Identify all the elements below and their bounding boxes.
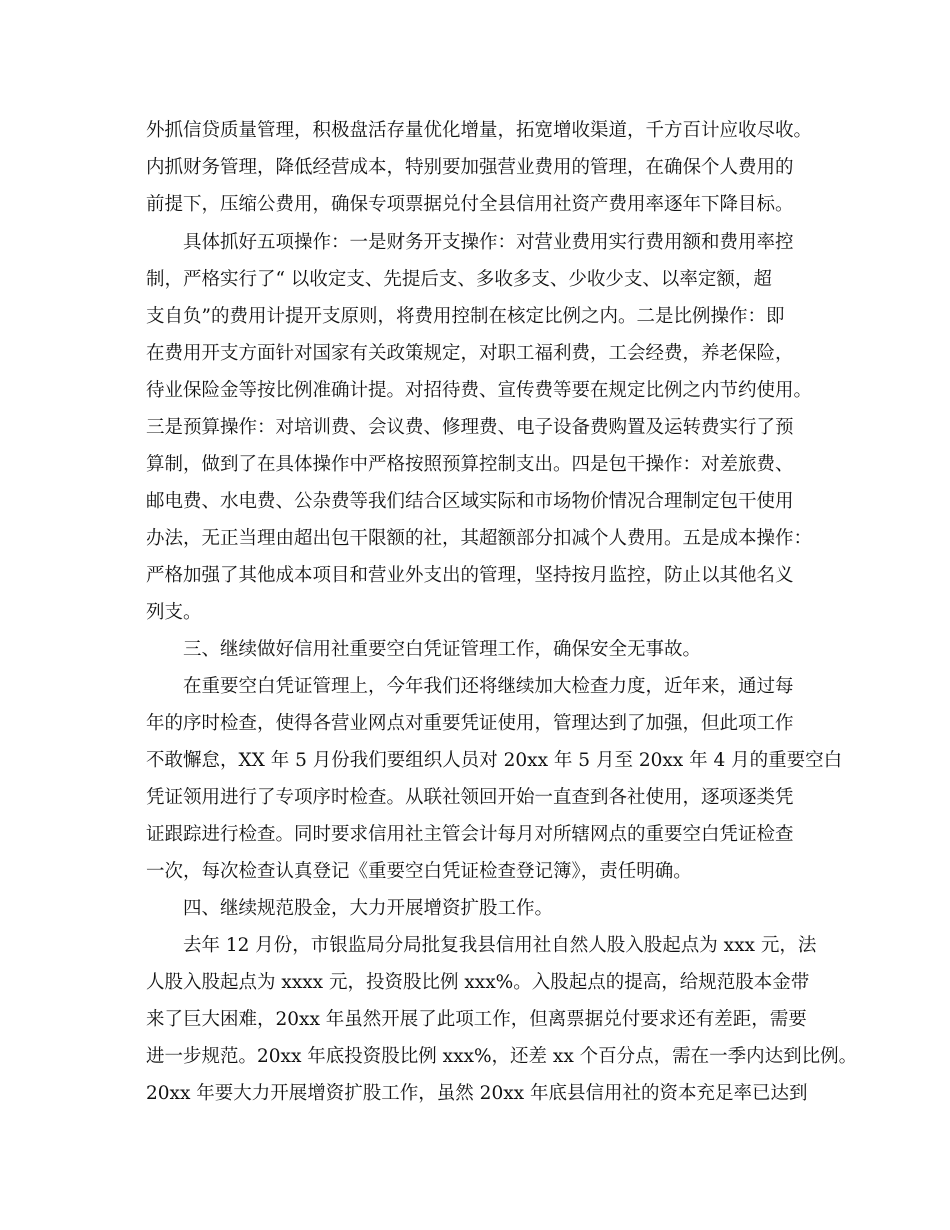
text-line: 在费用开支方面针对国家有关政策规定，对职工福利费，工会经费，养老保险， (146, 343, 794, 364)
text-line: 算制，做到了在具体操作中严格按照预算控制支出。四是包干操作：对差旅费、 (146, 454, 794, 475)
text-line: 待业保险金等按比例准确计提。对招待费、宣传费等要在规定比例之内节约使用。 (146, 380, 813, 401)
text-line: 支自负”的费用计提开支原则，将费用控制在核定比例之内。二是比例操作：即 (146, 306, 785, 327)
text-line: 制，严格实行了“ 以收定支、先提后支、多收多支、少收少支、以率定额，超 (146, 269, 772, 290)
text-line: 前提下，压缩公费用，确保专项票据兑付全县信用社资产费用率逐年下降目标。 (146, 194, 794, 215)
text-line: 一次，每次检查认真登记《重要空白凭证检查登记簿》，责任明确。 (146, 861, 692, 882)
text-line: 外抓信贷质量管理，积极盘活存量优化增量，拓宽增收渠道，千方百计应收尽收。 (146, 120, 813, 141)
text-line: 具体抓好五项操作：一是财务开支操作：对营业费用实行费用额和费用率控 (183, 232, 794, 253)
text-line: 来了巨大困难，20xx 年虽然开展了此项工作，但离票据兑付要求还有差距，需要 (146, 1009, 807, 1030)
text-line: 严格加强了其他成本项目和营业外支出的管理，坚持按月监控，防止以其他名义 (146, 565, 794, 586)
text-line: 凭证领用进行了专项序时检查。从联社领回开始一直查到各社使用，逐项逐类凭 (146, 787, 794, 808)
text-line: 去年 12 月份，市银监局分局批复我县信用社自然人股入股起点为 xxx 元，法 (183, 935, 817, 956)
text-line: 年的序时检查，使得各营业网点对重要凭证使用，管理达到了加强，但此项工作 (146, 713, 794, 734)
text-line: 人股入股起点为 xxxx 元，投资股比例 xxx%。入股起点的提高，给规范股本金带 (146, 972, 810, 993)
text-line: 邮电费、水电费、公杂费等我们结合区域实际和市场物价情况合理制定包干使用 (146, 491, 794, 512)
text-line: 证跟踪进行检查。同时要求信用社主管会计每月对所辖网点的重要空白凭证检查 (146, 824, 794, 845)
text-line: 内抓财务管理，降低经营成本，特别要加强营业费用的管理，在确保个人费用的 (146, 157, 794, 178)
text-line: 在重要空白凭证管理上，今年我们还将继续加大检查力度，近年来，通过每 (183, 676, 794, 697)
section-heading: 四、继续规范股金，大力开展增资扩股工作。 (183, 898, 554, 919)
text-line: 20xx 年要大力开展增资扩股工作，虽然 20xx 年底县信用社的资本充足率已达到 (146, 1083, 808, 1104)
text-line: 办法，无正当理由超出包干限额的社，其超额部分扣减个人费用。五是成本操作： (146, 528, 813, 549)
text-line: 三是预算操作：对培训费、会议费、修理费、电子设备费购置及运转费实行了预 (146, 417, 794, 438)
section-heading: 三、继续做好信用社重要空白凭证管理工作，确保安全无事故。 (183, 639, 702, 660)
text-line: 不敢懈怠，XX 年 5 月份我们要组织人员对 20xx 年 5 月至 20xx 年 4 月的重要空白 (146, 750, 843, 771)
text-line: 进一步规范。20xx 年底投资股比例 xxx%，还差 xx 个百分点，需在一季内达到比例。 (146, 1046, 858, 1067)
text-line: 列支。 (146, 602, 202, 623)
